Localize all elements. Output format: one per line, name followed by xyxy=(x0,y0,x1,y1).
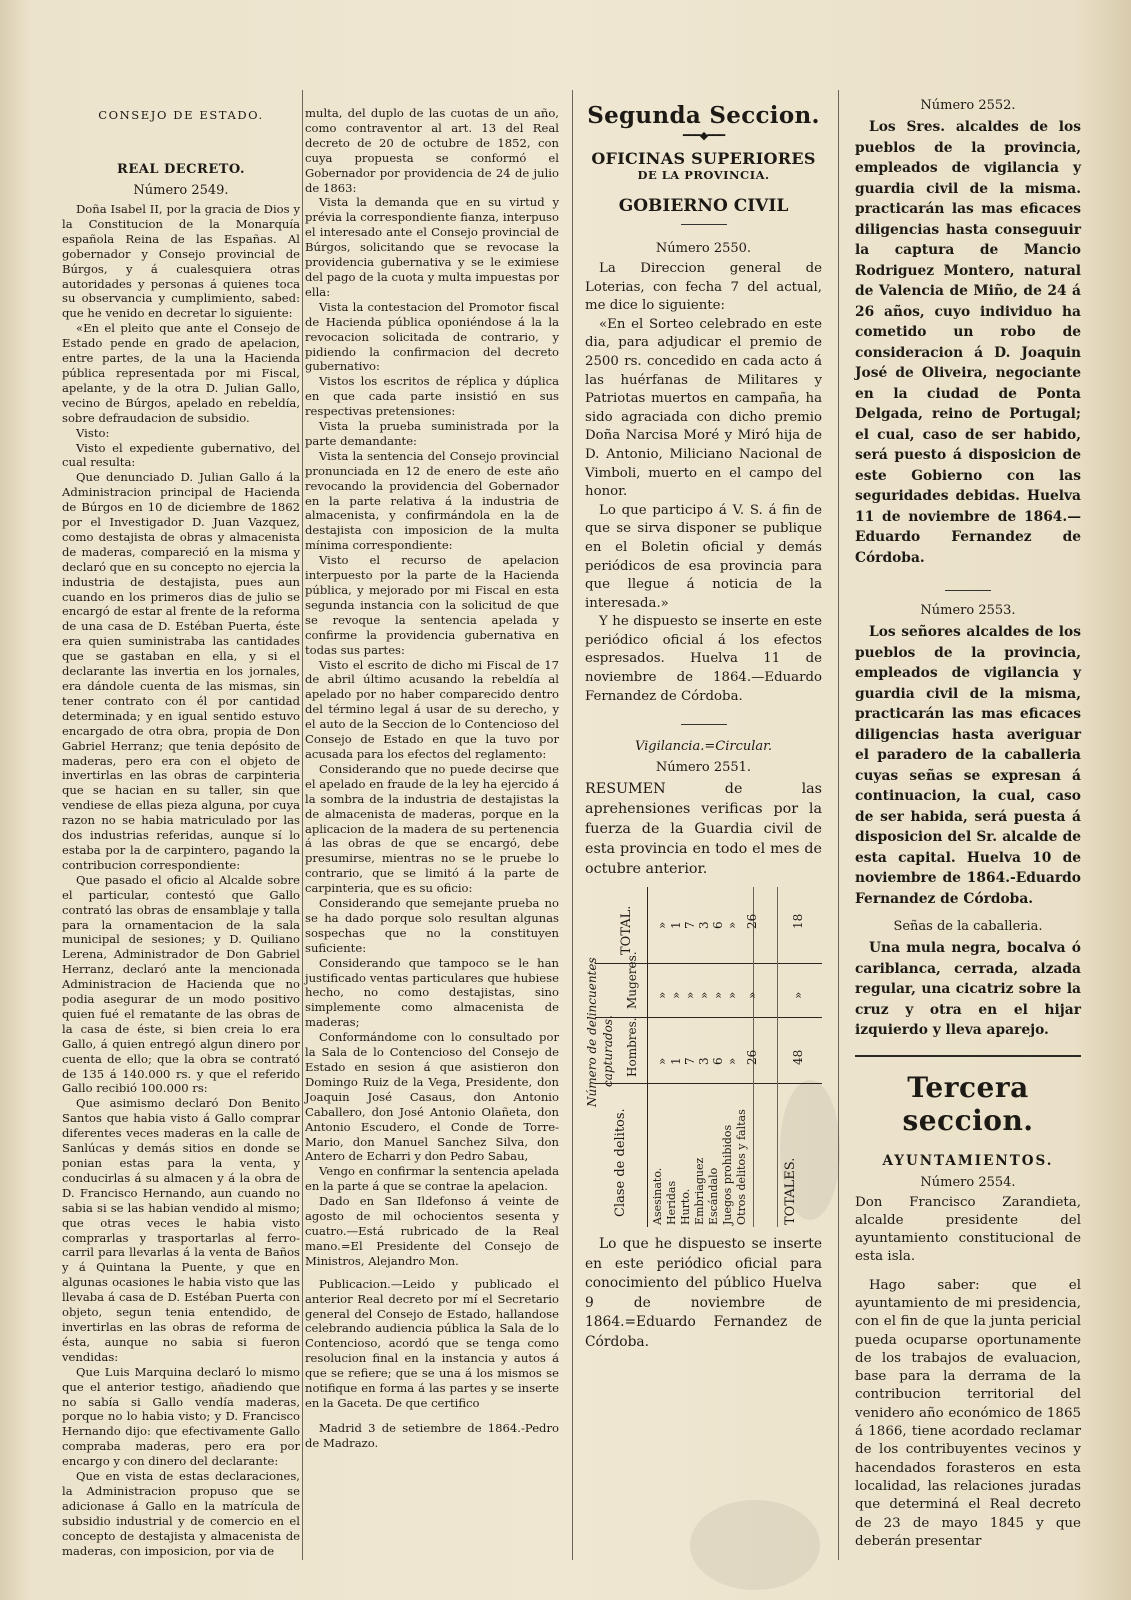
table-cell: 6 xyxy=(711,1057,725,1066)
announcement xyxy=(855,1194,1081,1552)
section-title: Tercera seccion. xyxy=(902,1070,1034,1137)
table-cell: 48 xyxy=(791,1049,805,1066)
table-cell: 3 xyxy=(697,921,711,930)
column-4 xyxy=(855,0,1081,1600)
paragraph: Conformándome con lo consultado por la Sala de lo Contencioso del Consejo de Estado en sesion á que asistieron don Domingo Ruiz de la Vega, Presidente, don Joaquin José Casaus, don Antonio Caballero, don José Antonio Olañeta, don Antonio Escudero, el Conde de Torre-Mario, don Manuel Sanchez Silva, don Antero de Echarri y don Pedro Sabau, xyxy=(305,1030,559,1164)
paragraph: Vista la demanda que en su virtud y prévia la correspondiente fianza, interpuso el interesado ante el Consejo provincial de Búrgos, solicitando que se revocase la providencia gubernativa y se le eximiese del pago de la cuota y multa impuestas por ella: xyxy=(305,195,559,299)
table-row-label: Hurto. xyxy=(679,1188,692,1226)
table-row-label: Juegos prohibidos xyxy=(721,1125,734,1226)
summary-text: RESUMEN de las aprehensiones verificas por la fuerza de la Guardia civil de esta provincia en todo el mes de octubre anterior. xyxy=(585,781,822,878)
subheading: Señas de la caballeria. xyxy=(893,919,1043,934)
paragraph: Que pasado el oficio al Alcalde sobre el particular, contestó que Gallo contrató las obras de ensamblaje y talla para la ornamentacion de la sala municipal de sesiones; y D. Quiliano Lerena, Administrador de Don Gabriel Herranz, declaró ante la mencionada Administracion de Hacienda que no podia asegurar de un modo positivo quien fué el rematante de las obras de la casa de éste, si bien creia lo era Gallo, á quien entregó algun dinero por cuenta de ello; que la obra se contrató de 135 á 140.000 rs. y que el referido Gallo recibió 100.000 rs: xyxy=(62,872,300,1096)
paragraph: Que denunciado D. Julian Gallo á la Administracion principal de Hacienda de Búrgos en 10 de diciembre de 1862 por el Investigador D. Juan Vazquez, como destajista de obras y almacenista de maderas, compareció en la misma y declaró que en su concepto no ejercia la industria de destajista, pues aun cuando en los primeros dias de julio se encargó de estar al frente de la reforma de una casa de D. Estéban Puerta, éste era quien suministraba las cantidades que se gastaban en ella, y si el declarante las invertia en los jornales, era dándole cuenta de las mismas, sin tener contrato con él por cantidad determinada; y en igual sentido estuvo encargado de otra obra, propia de Don Gabriel Herranz; que tenia depósito de maderas, pero era con el objeto de invertirlas en las obras de carpinteria que se hacian en su taller, sin que vendiese de ellas pieza alguna, por cuya razon no se habia matriculado por las dos industrias referidas, aunque sí lo estaba por la de carpintero, pagando la contribucion correspondiente: xyxy=(62,470,300,872)
table-cell: » xyxy=(725,921,739,930)
divider xyxy=(945,590,991,591)
paragraph: Que en vista de estas declaraciones, la Administracion propuso que se adicionase á Gallo en la matrícula de subsidio industrial y de comercio en el concepto de destajista y almacenista de maderas, con imposicion, por via de xyxy=(62,1469,300,1558)
table-row-label: Heridas xyxy=(665,1181,678,1226)
paragraph: Lo que participo á V. S. á fin de que se sirva disponer se publique en el Boletin oficial y demás periódicos de esa provincia para que llegue á noticia de la interesada.» xyxy=(585,502,822,611)
paragraph: Que Luis Marquina declaró lo mismo que el anterior testigo, añadiendo que no sabía si Gallo vendía maderas, porque no lo habia visto; y D. Francisco Hernando dijo: que efectivamente Gallo compraba maderas, pero era por encargo y con dinero del declarante: xyxy=(62,1364,300,1469)
paragraph: Y he dispuesto se inserte en este periódico oficial á los efectos espresados. Huelva 11 de noviembre de 1864.—Eduardo Fernandez de Córdoba. xyxy=(585,614,822,704)
column-divider xyxy=(838,90,839,1560)
table-cell: 26 xyxy=(745,913,759,930)
column-3 xyxy=(585,0,822,1600)
table-row-label: Embriaguez xyxy=(693,1157,706,1226)
table-cell: » xyxy=(683,991,697,1000)
signature: Madrid 3 de setiembre de 1864.-Pedro de Madrazo. xyxy=(305,1420,559,1450)
paragraph: Considerando que no puede decirse que el apelado en fraude de la ley ha ejercido á la sombra de la industria de destajistas la de almacenista de maderas, porque en la aplicacion de la madera de su pertenencia á las obras de que se encargó, debe presumirse, mientras no se le pruebe lo contrario, que se limitó á la parte de carpinteria, que es su oficio: xyxy=(305,761,559,896)
table-cell: 7 xyxy=(683,921,697,930)
table-row-label: Otros delitos y faltas xyxy=(735,1109,748,1226)
table-cell: » xyxy=(745,991,759,1000)
arrests-table xyxy=(585,887,822,1227)
section-title: Segunda Seccion. xyxy=(587,102,820,129)
hombres-label: Hombres. xyxy=(625,1017,639,1078)
column-1 xyxy=(62,0,300,1600)
offices-heading: OFICINAS SUPERIORES xyxy=(591,149,816,168)
circular-title: Vigilancia.=Circular. xyxy=(634,739,773,755)
divider xyxy=(681,224,727,225)
offices-subheading: DE LA PROVINCIA. xyxy=(637,168,770,182)
closing-paragraph: Lo que he dispuesto se inserte en este periódico oficial para conocimiento del público Huelva 9 de noviembre de 1864.=Eduardo Fernandez de Córdoba. xyxy=(585,1236,822,1350)
table-line xyxy=(595,1083,822,1084)
item-number: Número 2551. xyxy=(655,760,752,776)
item-number: Número 2553. xyxy=(920,603,1016,618)
table-cell: » xyxy=(655,921,669,930)
paragraph: Vista la contestacion del Promotor fiscal de Hacienda pública oponiéndose á la la revocacion solicitada de contrario, y pidiendo la confirmacion del decreto gubernativo: xyxy=(305,299,559,374)
group-label: Número de delincuentes xyxy=(585,957,599,1108)
paragraph: Visto: xyxy=(76,425,110,440)
paragraph: Visto el recurso de apelacion interpuesto por la parte de la Hacienda pública, y mejorado por mi Fiscal en esta segunda instancia con la solicitud de que se revoque la sentencia apelada y confirme la providencia gubernativa en todas sus partes: xyxy=(305,553,559,657)
notice-paragraph: Los señores alcaldes de los pueblos de la provincia, empleados de vigilancia y guardia civil de la misma, practicarán las mas eficaces diligencias hasta averiguar el paradero de la caballeria cuyas señas se expresan á continuacion, la cual, caso de ser habida, será puesta á disposicion del Sr. alcalde de esta capital. Huelva 10 de noviembre de 1864.-Eduardo Fernandez de Córdoba. xyxy=(855,624,1081,907)
column-2 xyxy=(305,0,559,1600)
table-row-label: Escándalo xyxy=(707,1168,720,1226)
paragraph: Publicacion.—Leido y publicado el anterior Real decreto por mí el Secretario general del Consejo de Estado, hallandose celebrando audiencia pública la Sala de lo Contencioso, acordó que se tenga como resolucion final en la instancia y autos á que se refiere; que se una á los mismos se notifique en forma á las partes y se inserte en la Gaceta. De que certifico xyxy=(305,1276,559,1410)
subsection-title: AYUNTAMIENTOS. xyxy=(882,1152,1054,1169)
ornament: ━━━◆━━━ xyxy=(682,129,725,142)
decree-title: REAL DECRETO. xyxy=(117,162,245,177)
total-label: TOTAL. xyxy=(619,905,634,956)
table-cell: » xyxy=(791,991,805,1000)
item-number: Número 2549. xyxy=(133,183,229,198)
table-cell: 1 xyxy=(669,1057,683,1066)
paragraph: Visto el escrito de dicho mi Fiscal de 17 de abril último acusando la rebeldía al apelado por no haber comparecido dentro del término legal á usar de su derecho, y el auto de la Seccion de lo Contencioso del Consejo de Estado en que la tuvo por acusada para los efectos del reglamento: xyxy=(305,657,559,761)
section-separator xyxy=(855,1055,1081,1057)
paragraph: multa, del duplo de las cuotas de un año, como contraventor al art. 13 del Real decreto de 20 de octubre de 1852, con cuya propuesta se conformó el Gobernador por providencia de 24 de julio de 1863: xyxy=(305,106,559,195)
mugeres-label: Mugeres. xyxy=(625,951,639,1010)
paragraph: Vistos los escritos de réplica y dúplica en que cada parte insistió en sus respectivas pretensiones: xyxy=(305,374,559,419)
item-number: Número 2554. xyxy=(920,1174,1016,1190)
group-label: capturados. xyxy=(601,1015,615,1088)
paragraph: Don Francisco Zarandieta, alcalde presidente del ayuntamiento constitucional de esta isla. xyxy=(855,1194,1081,1265)
notice-paragraph: Los Sres. alcaldes de los pueblos de la provincia, empleados de vigilancia y guardia civil de la misma. practicarán las mas eficaces diligencias hasta conseguuir la captura de Mancio Rodriguez Montero, natural de Valencia de Miño, de 24 á 26 años, cuyo individuo ha cometido un robo de consideracion á D. Joaquin José de Oliveira, negociante en la ciudad de Ponta Delgada, reino de Portugal; el cual, caso de ser habido, será puesto á disposicion de este Gobierno con las seguridades debidas. Huelva 11 de noviembre de 1864.—Eduardo Fernandez de Córdoba. xyxy=(855,119,1081,566)
table-cell: » xyxy=(669,991,683,1000)
section-header: CONSEJO DE ESTADO. xyxy=(98,108,264,122)
paragraph: Vengo en confirmar la sentencia apelada en la parte á que se contrae la apelacion. xyxy=(305,1164,559,1194)
table-cell: » xyxy=(697,991,711,1000)
table-line xyxy=(647,887,648,1227)
table-line xyxy=(777,887,778,1227)
paragraph: Vista la prueba suministrada por la parte demandante: xyxy=(305,419,559,448)
paragraph: «En el Sorteo celebrado en este dia, para adjudicar el premio de 2500 rs. concedido en cada acto á las huérfanas de Militares y Patriotas muertos en campaña, ha sido agraciada con dicho premio Doña Narcisa Moré y Miró hija de D. Antonio, Miliciano Nacional de Vimboli, muerto en el campo del honor. xyxy=(585,316,822,500)
table-cell: » xyxy=(725,1057,739,1066)
notice-paragraph: Una mula negra, bocalva ó cariblanca, cerrada, alzada regular, una cicatriz sobre la cruz y otra en el hijar izquierdo y lleva aparejo. xyxy=(855,940,1081,1038)
table-cell: 6 xyxy=(711,921,725,930)
table-cell: » xyxy=(725,991,739,1000)
item-number: Número 2552. xyxy=(920,98,1016,113)
table-row-label: Asesinato. xyxy=(651,1167,664,1226)
column-divider xyxy=(302,90,303,1560)
paragraph: Hago saber: que el ayuntamiento de mi presidencia, con el fin de que la junta pericial pueda ocuparse oportunamente de los trabajos de evaluacion, base para la derrama de la contribucion territorial del venidero año económico de 1865 á 1866, tiene acordado reclamar de los contribuyentes vecinos y hacendados forasteros en esta localidad, las relaciones juradas que determiná el Real decreto de 23 de mayo 1845 y que deberán presentar xyxy=(855,1277,1081,1549)
paragraph: La Direccion general de Loterias, con fecha 7 del actual, me dice lo siguiente: xyxy=(585,261,822,314)
paragraph: Considerando que tampoco se le han justificado ventas particulares que hubiese hecho, no como destajistas, sino simplemente como almacenista de maderas; xyxy=(305,955,559,1030)
table-cell: 26 xyxy=(745,1049,759,1066)
paragraph: Que asimismo declaró Don Benito Santos que habia visto á Gallo comprar diferentes veces maderas en la calle de Sanlúcas y demás sitios en donde se ponian estas para la venta, y conducirlas á su almacen y á la obra de D. Francisco Hernando, aun cuando no sabia si se las habian vendido al mismo; que otras veces le habia visto comprarlas y trasportarlas al ferro-carril para llevarlas á la venta de Baños y á Quintana la Puente, y que en algunas ocasiones le habia visto que las llevaba á casa de D. Estéban Puerta con objeto, segun tenia entendido, de invertirlas en las obras de reforma de ésta, aunque no sabia si fueron vendidas: xyxy=(62,1096,300,1364)
clase-label: Clase de delitos. xyxy=(613,1108,628,1218)
paragraph: Visto el expediente gubernativo, del cual resulta: xyxy=(62,440,300,470)
totales-label: TOTALES. xyxy=(783,1157,798,1226)
table-cell: 18 xyxy=(791,913,805,930)
paragraph: Dado en San Ildefonso á veinte de agosto de mil ochocientos sesenta y cuatro.—Está rubricado de la Real mano.=El Presidente del Consejo de Ministros, Alejandro Mon. xyxy=(305,1194,559,1268)
table-cell: 7 xyxy=(683,1057,697,1066)
paragraph: Considerando que semejante prueba no se ha dado porque solo resultan algunas sospechas que no la constituyen suficiente: xyxy=(305,896,559,955)
table-cell: » xyxy=(655,1057,669,1066)
gobierno-heading: GOBIERNO CIVIL xyxy=(618,196,789,216)
paragraph: Vista la sentencia del Consejo provincial pronunciada en 12 de enero de este año revocando la providencia del Gobernador en la parte relativa á la industria de almacenista, y confirmándola en la de destajista con imposicion de la multa mínima correspondiente: xyxy=(305,448,559,553)
column-divider xyxy=(572,90,573,1560)
table-cell: 3 xyxy=(697,1057,711,1066)
paragraph: Doña Isabel II, por la gracia de Dios y la Constitucion de la Monarquía española Reina de las Españas. Al gobernador y Consejo provincial de Búrgos, y á cualesquiera otras autoridades y personas á quienes toca su observancia y cumplimiento, sabed: que he venido en decretar lo siguiente: xyxy=(62,202,300,321)
item-number: Número 2550. xyxy=(655,241,752,256)
table-cell: » xyxy=(655,991,669,1000)
paragraph: «En el pleito que ante el Consejo de Estado pende en grado de apelacion, entre partes, de la una la Hacienda pública representada por mi Fiscal, apelante, y de la otra D. Julian Gallo, vecino de Búrgos, apelado en rebeldía, sobre defraudacion de subsidio. xyxy=(62,321,300,425)
table-cell: » xyxy=(711,991,725,1000)
table-cell: 1 xyxy=(669,921,683,930)
divider xyxy=(681,724,727,725)
